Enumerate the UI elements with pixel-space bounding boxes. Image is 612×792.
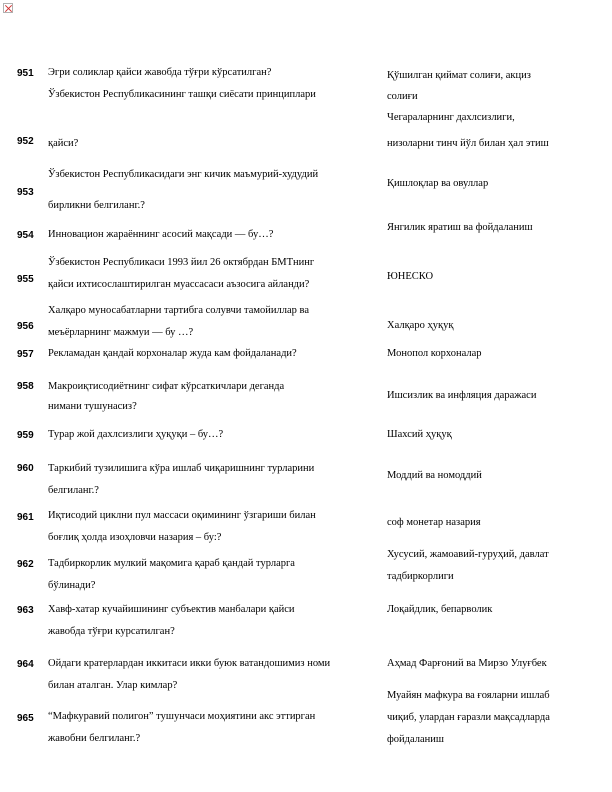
question-text (48, 653, 330, 697)
answer-text (387, 512, 481, 534)
answer-text (387, 599, 492, 621)
question-line: боғлиқ ҳолда изоҳловчи назария – бу:? (48, 532, 222, 543)
row-number: 956 (17, 321, 34, 332)
answer-line: Лоқайдлик, бепарволик (387, 604, 493, 615)
answer-text (387, 315, 453, 337)
answer-text (387, 173, 488, 195)
question-line: Ўзбекистон Республикасининг ташқи сиёсати принциплари (48, 89, 316, 100)
row-number: 953 (17, 187, 34, 198)
question-text (48, 458, 314, 502)
question-line: Ўзбекистон Республикаси 1993 йил 26 октябрдан БМТнинг (48, 257, 315, 268)
question-line: Турар жой дахлсизлиги ҳуқуқи – бу…? (48, 429, 224, 440)
question-text (48, 505, 316, 549)
row-number: 958 (17, 381, 34, 392)
question-line: бирликни белгиланг.? (48, 200, 145, 211)
question-line: жавобни белгиланг.? (48, 733, 141, 744)
answer-line: Халқаро ҳуқуқ (387, 320, 454, 331)
question-line: Хавф-хатар кучайишининг субъектив манбалари қайси (48, 604, 295, 615)
question-line: Ўзбекистон Республикасидаги энг кичик маъмурий-худудий (48, 169, 319, 180)
question-text (48, 599, 295, 643)
question-line: қайси ихтисослаштирилган муассасаси аъзосига айланди? (48, 279, 310, 290)
question-line: Халқаро муносабатларни тартибга солувчи тамойиллар ва (48, 305, 309, 316)
row-number: 965 (17, 713, 34, 724)
answer-text (387, 266, 433, 288)
row-number: 955 (17, 274, 34, 285)
question-line: нимани тушунасиз? (48, 401, 137, 412)
row-number: 952 (17, 136, 34, 147)
answer-text (387, 217, 533, 239)
answer-line: чиқиб, улардан ғаразли мақсадларда (387, 712, 550, 723)
answer-line: тадбиркорлиги (387, 571, 454, 582)
row-number: 961 (17, 512, 34, 523)
answer-line: ЮНЕСКО (387, 271, 434, 282)
answer-line: Шахсий ҳуқуқ (387, 429, 452, 440)
answer-text (387, 65, 531, 128)
row-number: 964 (17, 659, 34, 670)
answer-line: Ишсизлик ва инфляция даражаси (387, 390, 537, 401)
answer-line: солиғи (387, 91, 418, 102)
answer-line: низоларни тинч йўл билан ҳал этиш (387, 138, 549, 149)
question-text (48, 553, 295, 597)
answer-line: Муайян мафкура ва ғояларни ишлаб (387, 690, 550, 701)
answer-text (387, 653, 547, 675)
answer-line: Қўшилган қиймат солиғи, акциз (387, 70, 531, 81)
answer-text (387, 465, 482, 487)
row-number: 951 (17, 68, 34, 79)
answer-text (387, 424, 452, 446)
answer-line: соф монетар назария (387, 517, 481, 528)
row-number: 963 (17, 605, 34, 616)
question-line: Рекламадан қандай корхоналар жуда кам фойдаланади? (48, 348, 297, 359)
question-line: Тадбиркорлик мулкий мақомига қараб қандай турларга (48, 558, 295, 569)
question-text (48, 252, 314, 296)
question-line: “Мафкуравий полигон” тушунчаси моҳиятини акс эттирган (48, 711, 316, 722)
question-line: жавобда тўғри курсатилган? (48, 626, 175, 637)
question-text (48, 377, 284, 417)
question-text (48, 343, 297, 365)
question-text (48, 224, 273, 246)
question-text (48, 133, 78, 155)
answer-line: Монопол корхоналар (387, 348, 482, 359)
question-line: Макроиқтисодиётнинг сифат кўрсаткичлари деганда (48, 381, 285, 392)
question-line: Таркибий тузилишига кўра ишлаб чиқаришнинг турларини (48, 463, 315, 474)
answer-line: Қишлоқлар ва овуллар (387, 178, 489, 189)
question-text (48, 300, 309, 344)
answer-line: фойдаланиш (387, 734, 444, 745)
answer-text (387, 133, 549, 155)
row-number: 954 (17, 230, 34, 241)
question-text (48, 706, 315, 750)
question-line: қайси? (48, 138, 79, 149)
question-line: Иқтисодий циклни пул массаси оқимининг ўзгариши билан (48, 510, 316, 521)
question-line: белгиланг.? (48, 485, 99, 496)
row-number: 962 (17, 559, 34, 570)
answer-line: Аҳмад Фарғоний ва Мирзо Улуғбек (387, 658, 547, 669)
question-line: Инновацион жараённинг асосий мақсади — бу…? (48, 229, 274, 240)
question-line: билан аталган. Улар кимлар? (48, 680, 178, 691)
answer-text (387, 544, 549, 588)
question-line: меъёрларнинг мажмуи — бу …? (48, 327, 194, 338)
answer-line: Моддий ва номоддий (387, 470, 482, 481)
row-number: 959 (17, 430, 34, 441)
answer-text (387, 685, 550, 751)
row-number: 960 (17, 463, 34, 474)
answer-line: Янгилик яратиш ва фойдаланиш (387, 222, 533, 233)
answer-line: Хусусий, жамоавий-гуруҳий, давлат (387, 549, 549, 560)
answer-text (387, 343, 481, 365)
question-text (48, 62, 316, 106)
answer-text (387, 385, 536, 407)
question-text (48, 424, 223, 446)
question-text (48, 159, 318, 221)
question-line: бўлинади? (48, 580, 96, 591)
row-number: 957 (17, 349, 34, 360)
question-line: Ойдаги кратерлардан иккитаси икки буюк ватандошимиз номи (48, 658, 331, 669)
question-line: Эгри соликлар қайси жавобда тўғри кўрсатилган? (48, 67, 272, 78)
answer-line: Чегараларнинг дахлсизлиги, (387, 112, 515, 123)
broken-image-icon (3, 3, 13, 13)
